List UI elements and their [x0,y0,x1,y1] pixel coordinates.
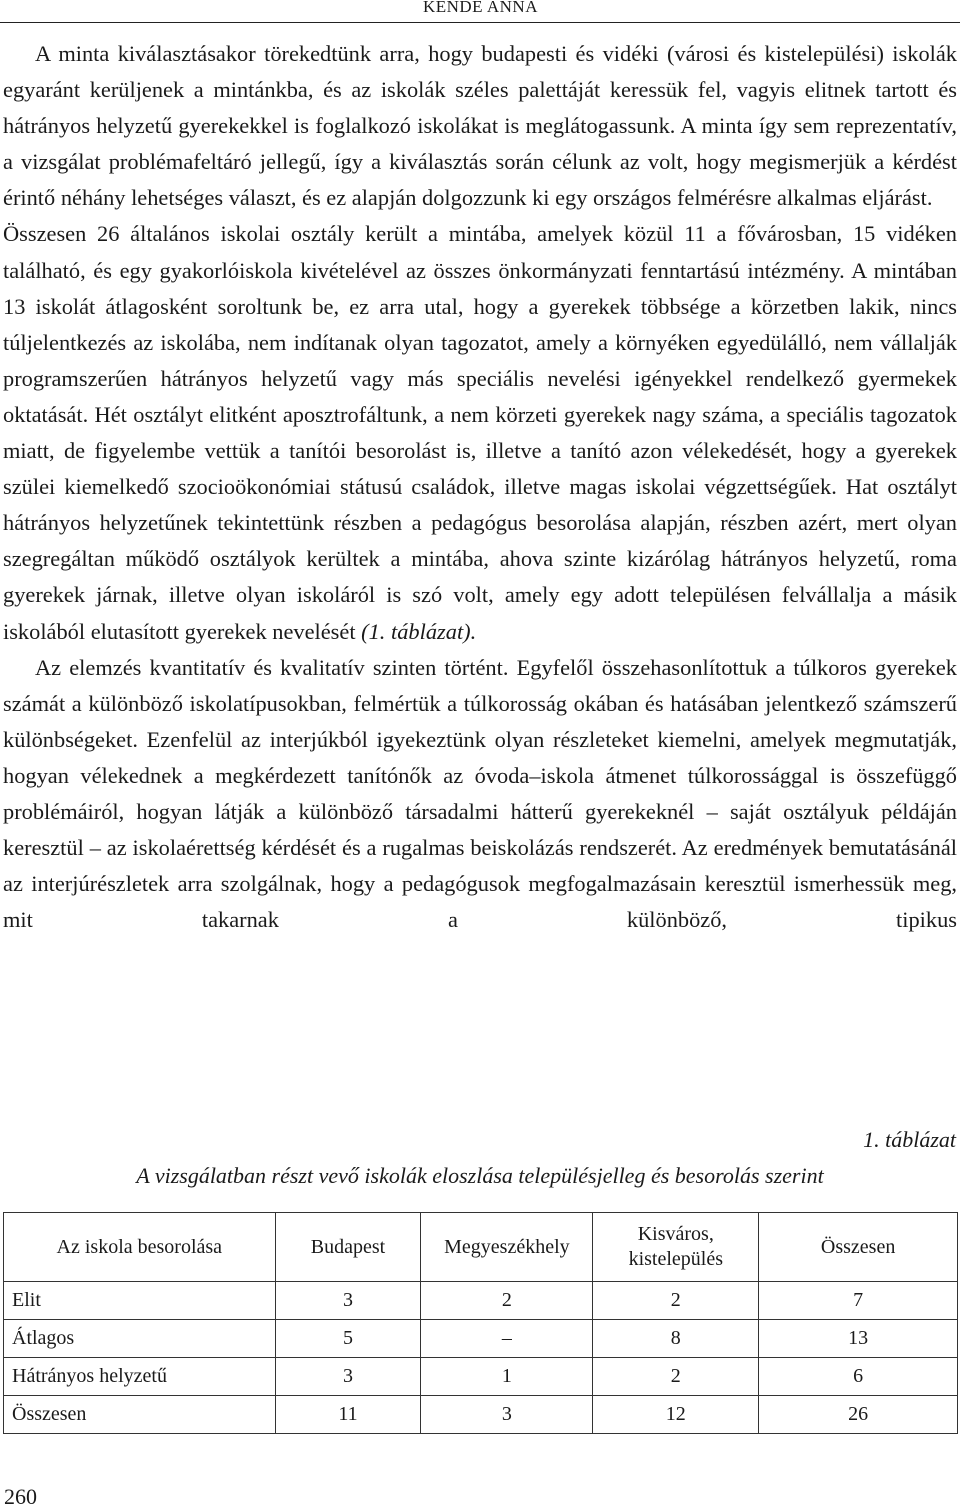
row-label: Elit [4,1282,276,1320]
table-row [4,1396,958,1434]
cell-budapest: 5 [275,1320,421,1358]
cell-small-town: 2 [593,1282,759,1320]
table-row [4,1358,958,1396]
cell-total: 13 [759,1320,958,1358]
distribution-table [3,1212,958,1434]
running-head-author: KENDE ANNA [422,0,538,16]
header-small-town: Kisváros, kistelepülés [593,1213,759,1282]
cell-budapest: 3 [275,1282,421,1320]
cell-county-seat: – [421,1320,593,1358]
cell-county-seat: 1 [421,1358,593,1396]
header-county-seat: Megyeszékhely [421,1213,593,1282]
table-row [4,1320,958,1358]
table-header-row [4,1213,958,1282]
cell-budapest: 11 [275,1396,421,1434]
paragraph-2: Az elemzés kvantitatív és kvalitatív szinten történt. Egyfelől összehasonlítottuk a túlkoros gyerekek számát a különböző iskolatípusokban, felmértük a túlkorosság okában és hatásában jelentkező számszerű különbségeket. Ezenfelül az interjúkból igyekeztünk olyan részleteket kiemelni, amelyek megmutatják, hogyan vélekednek a megkérdezett tanítónők az óvoda–iskola átmenet túlkorossággal is összefüggő problémáiról, hogyan látják a különböző társadalmi hátterű gyerekeknél – saját osztályuk példáján keresztül – az iskolaérettség kérdését és a rugalmas beiskolázás rendszerét. Az eredmények bemutatásánál az interjúrészletek arra szolgálnak, hogy a pedagógusok megfogalmazásain keresztül ismerhessük meg, mit takarnak a különböző, tipikus [3,654,957,933]
page-number: 260 [4,1484,37,1509]
table-title: A vizsgálatban részt vevő iskolák eloszlása településjelleg és besorolás szerint [136,1163,824,1188]
row-label: Átlagos [4,1320,276,1358]
cell-small-town: 8 [593,1320,759,1358]
cell-county-seat: 2 [421,1282,593,1320]
paragraph-1 [3,36,957,650]
cell-total: 26 [759,1396,958,1434]
header-school-type: Az iskola besorolása [4,1213,276,1282]
paragraph-1-part-b: Összesen 26 általános iskolai osztály került a mintába, amelyek közül 11 a fővárosban, 15 vidéken található, és egy gyakorlóiskola kivételével az összes önkormányzati fenntartású intézmény. A mintában 13 iskolát átlagosként soroltunk be, ez arra utal, hogy a gyerekek többsége a körzetben lakik, nincs túljelentkezés az iskolába, nem indítanak olyan tagozatot, amely a környéken egyedülálló, nem vállalják programszerűen hátrányos helyzetű vagy más speciális nevelési igényekkel rendelkező gyermekek oktatását. Hét osztályt elitként aposztrofáltunk, a nem körzeti gyerekek nagy száma, a speciális tagozatok miatt, de figyelembe vettük a tanítói besorolást is, illetve a tanító azon vélekedését, hogy a gyerekek szülei kiemelkedő szocioökonómiai státusú családok, illetve magas iskolai végzettségűek. Hat osztályt hátrányos helyzetűnek tekintettünk részben a pedagógus besorolása alapján, részben azért, mert olyan szegregáltan működő osztályok kerültek a mintába, ahova szinte kizárólag hátrányos helyzetű, roma gyerekek járnak, illetve olyan iskoláról is szó volt, amely egy adott településen felvállalja a másik iskolából elutasított gyerekek nevelését [3,221,957,644]
body-text [3,36,957,938]
table-label: 1. táblázat [863,1127,956,1152]
running-head [0,0,960,23]
cell-total: 6 [759,1358,958,1396]
cell-small-town: 2 [593,1358,759,1396]
header-total: Összesen [759,1213,958,1282]
row-label: Hátrányos helyzetű [4,1358,276,1396]
cell-total: 7 [759,1282,958,1320]
header-budapest: Budapest [275,1213,421,1282]
cell-budapest: 3 [275,1358,421,1396]
paragraph-1-part-a: A minta kiválasztásakor törekedtünk arra, hogy budapesti és vidéki (városi és kistelepülési) iskolák egyaránt kerüljenek a mintánkba, és az iskolák széles palettáját keressük fel, vagyis elitnek tartott és hátrányos helyzetű gyerekekkel is foglalkozó iskolákat is meglátogassunk. A minta így sem reprezentatív, a vizsgálat problémafeltáró jellegű, így a kiválasztás során célunk az volt, hogy megismerjük a kérdést érintő néhány lehetséges választ, és ez alapján dolgozzunk ki egy országos felmérésre alkalmas eljárást. [3,41,957,211]
table-row [4,1282,958,1320]
table-reference: (1. táblázat). [361,618,477,644]
cell-county-seat: 3 [421,1396,593,1434]
row-label: Összesen [4,1396,276,1434]
cell-small-town: 12 [593,1396,759,1434]
